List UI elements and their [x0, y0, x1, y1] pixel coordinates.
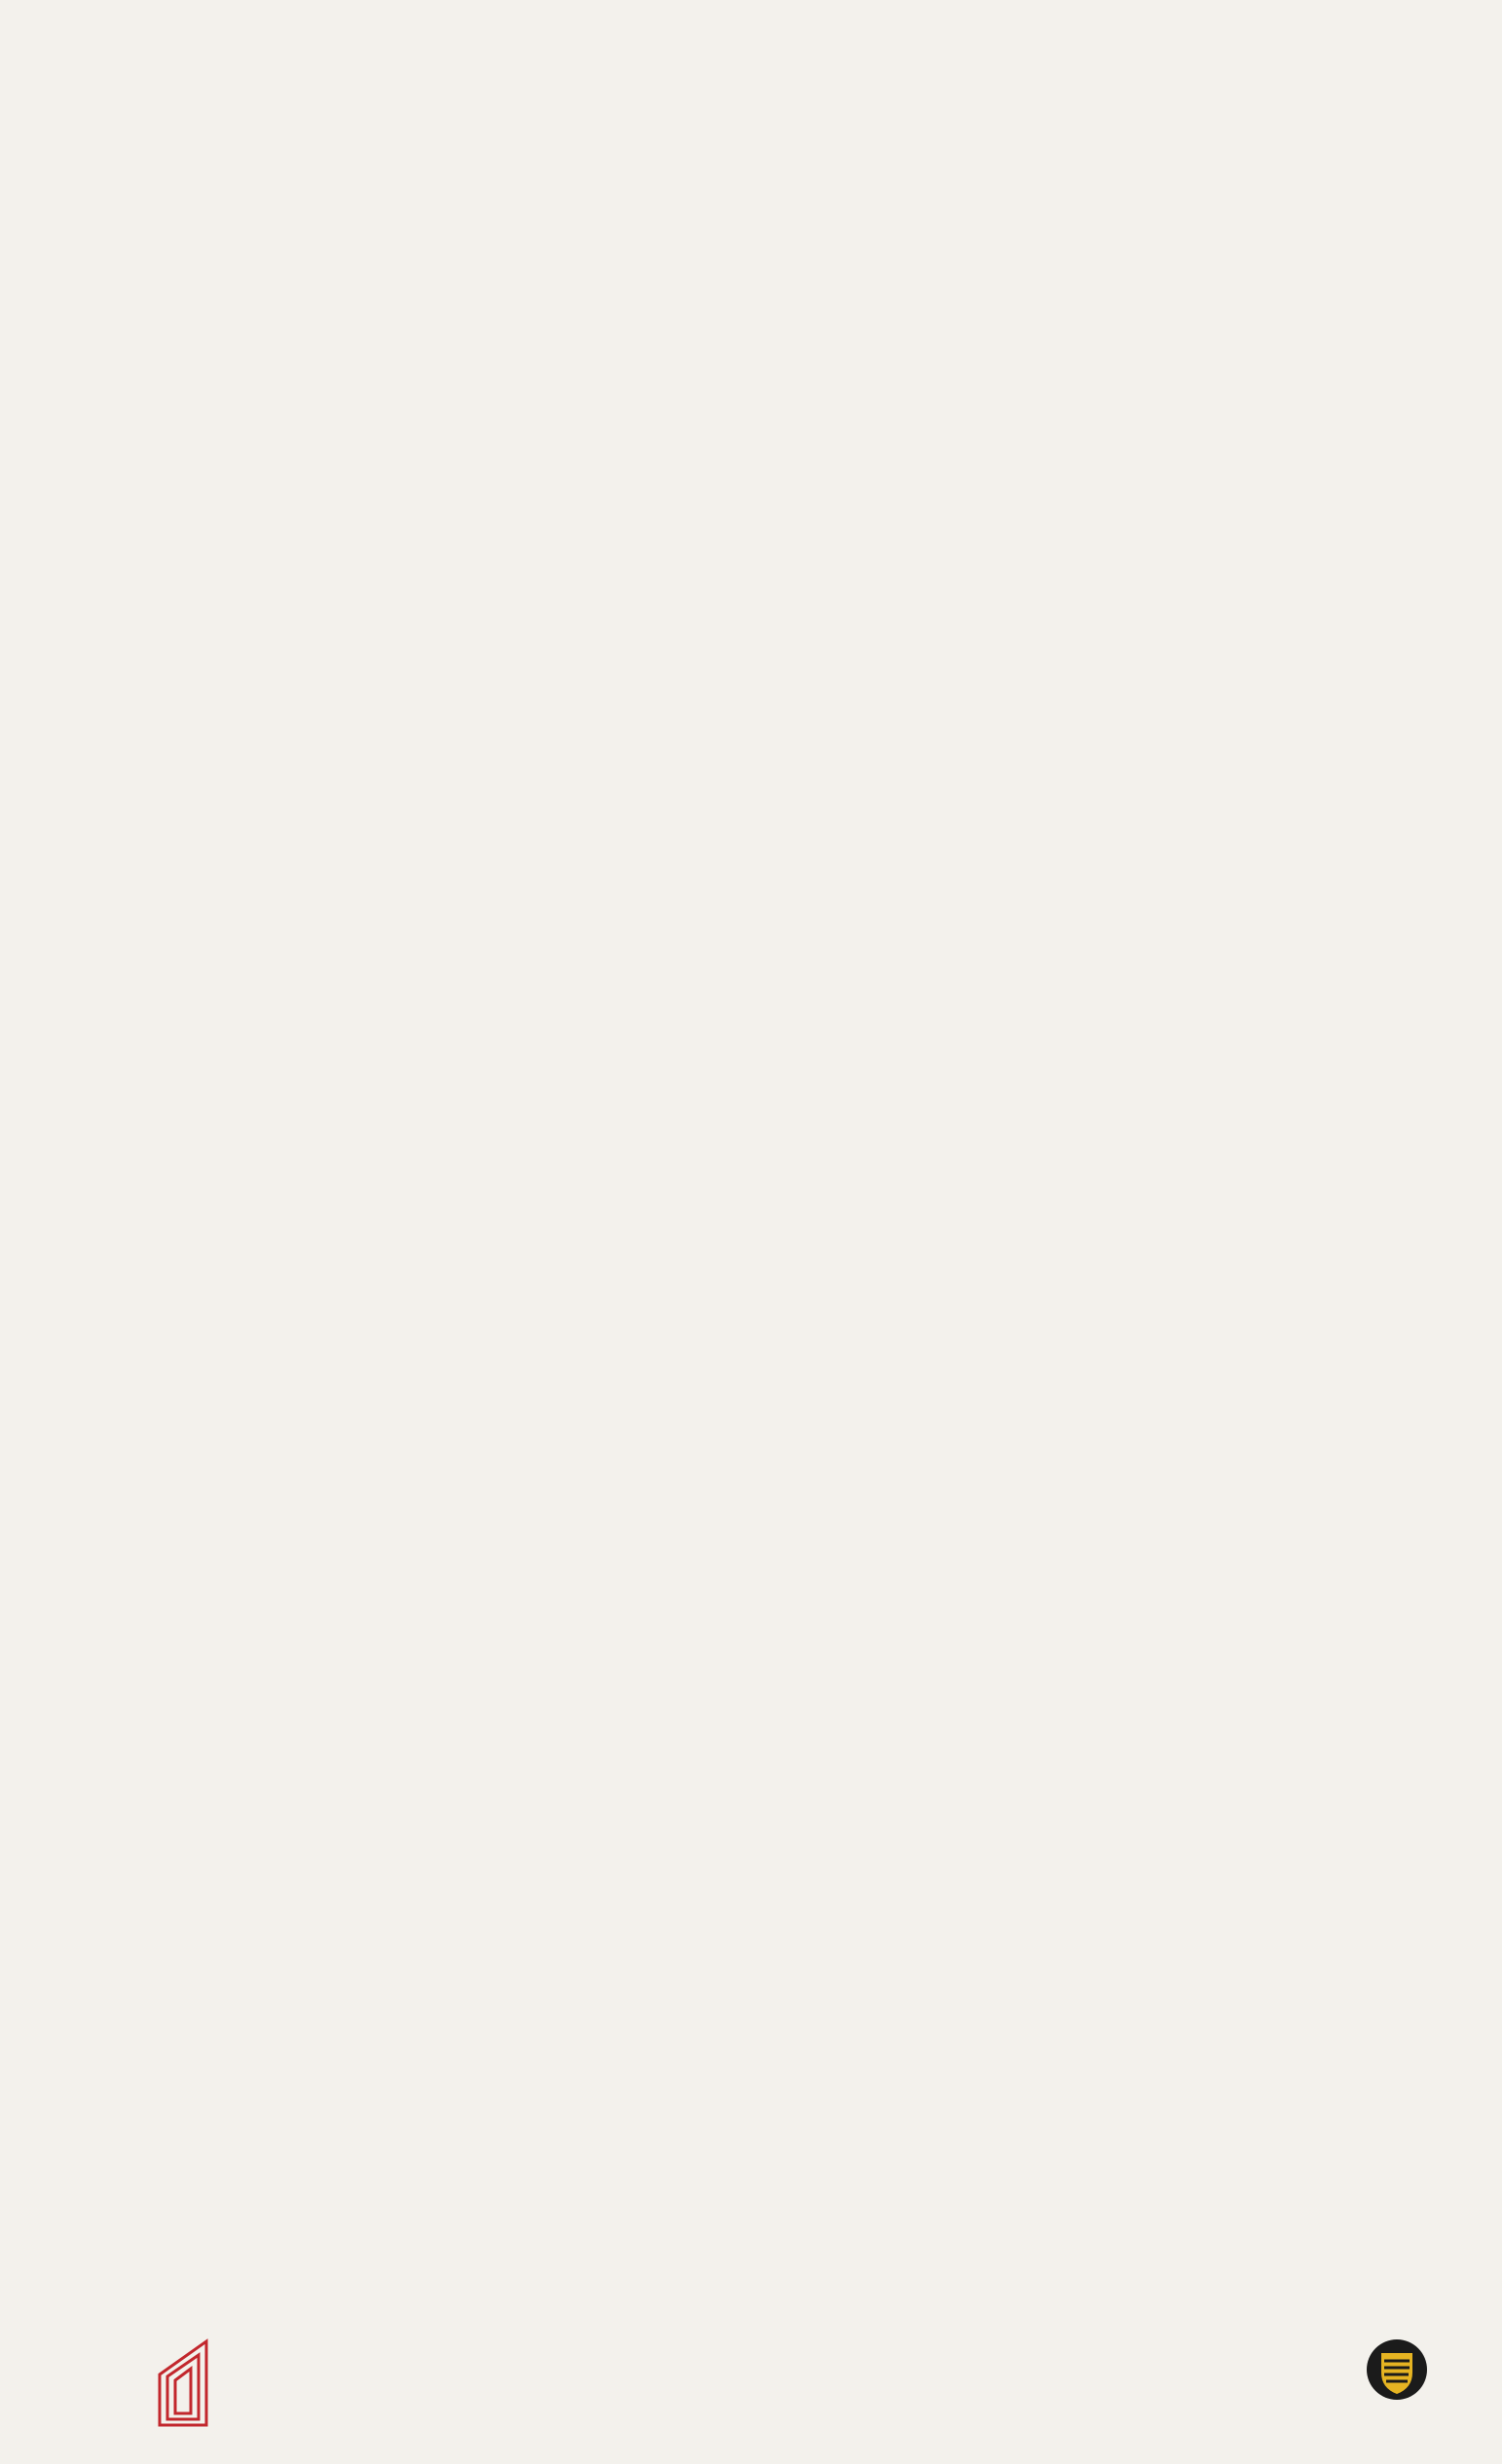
footer — [0, 2316, 1502, 2464]
funder-block — [1319, 2330, 1475, 2406]
coat-of-arms-icon — [1365, 2337, 1429, 2402]
running-head — [0, 161, 1502, 209]
library-mark-icon — [156, 2337, 210, 2430]
library-logo — [19, 2337, 214, 2445]
